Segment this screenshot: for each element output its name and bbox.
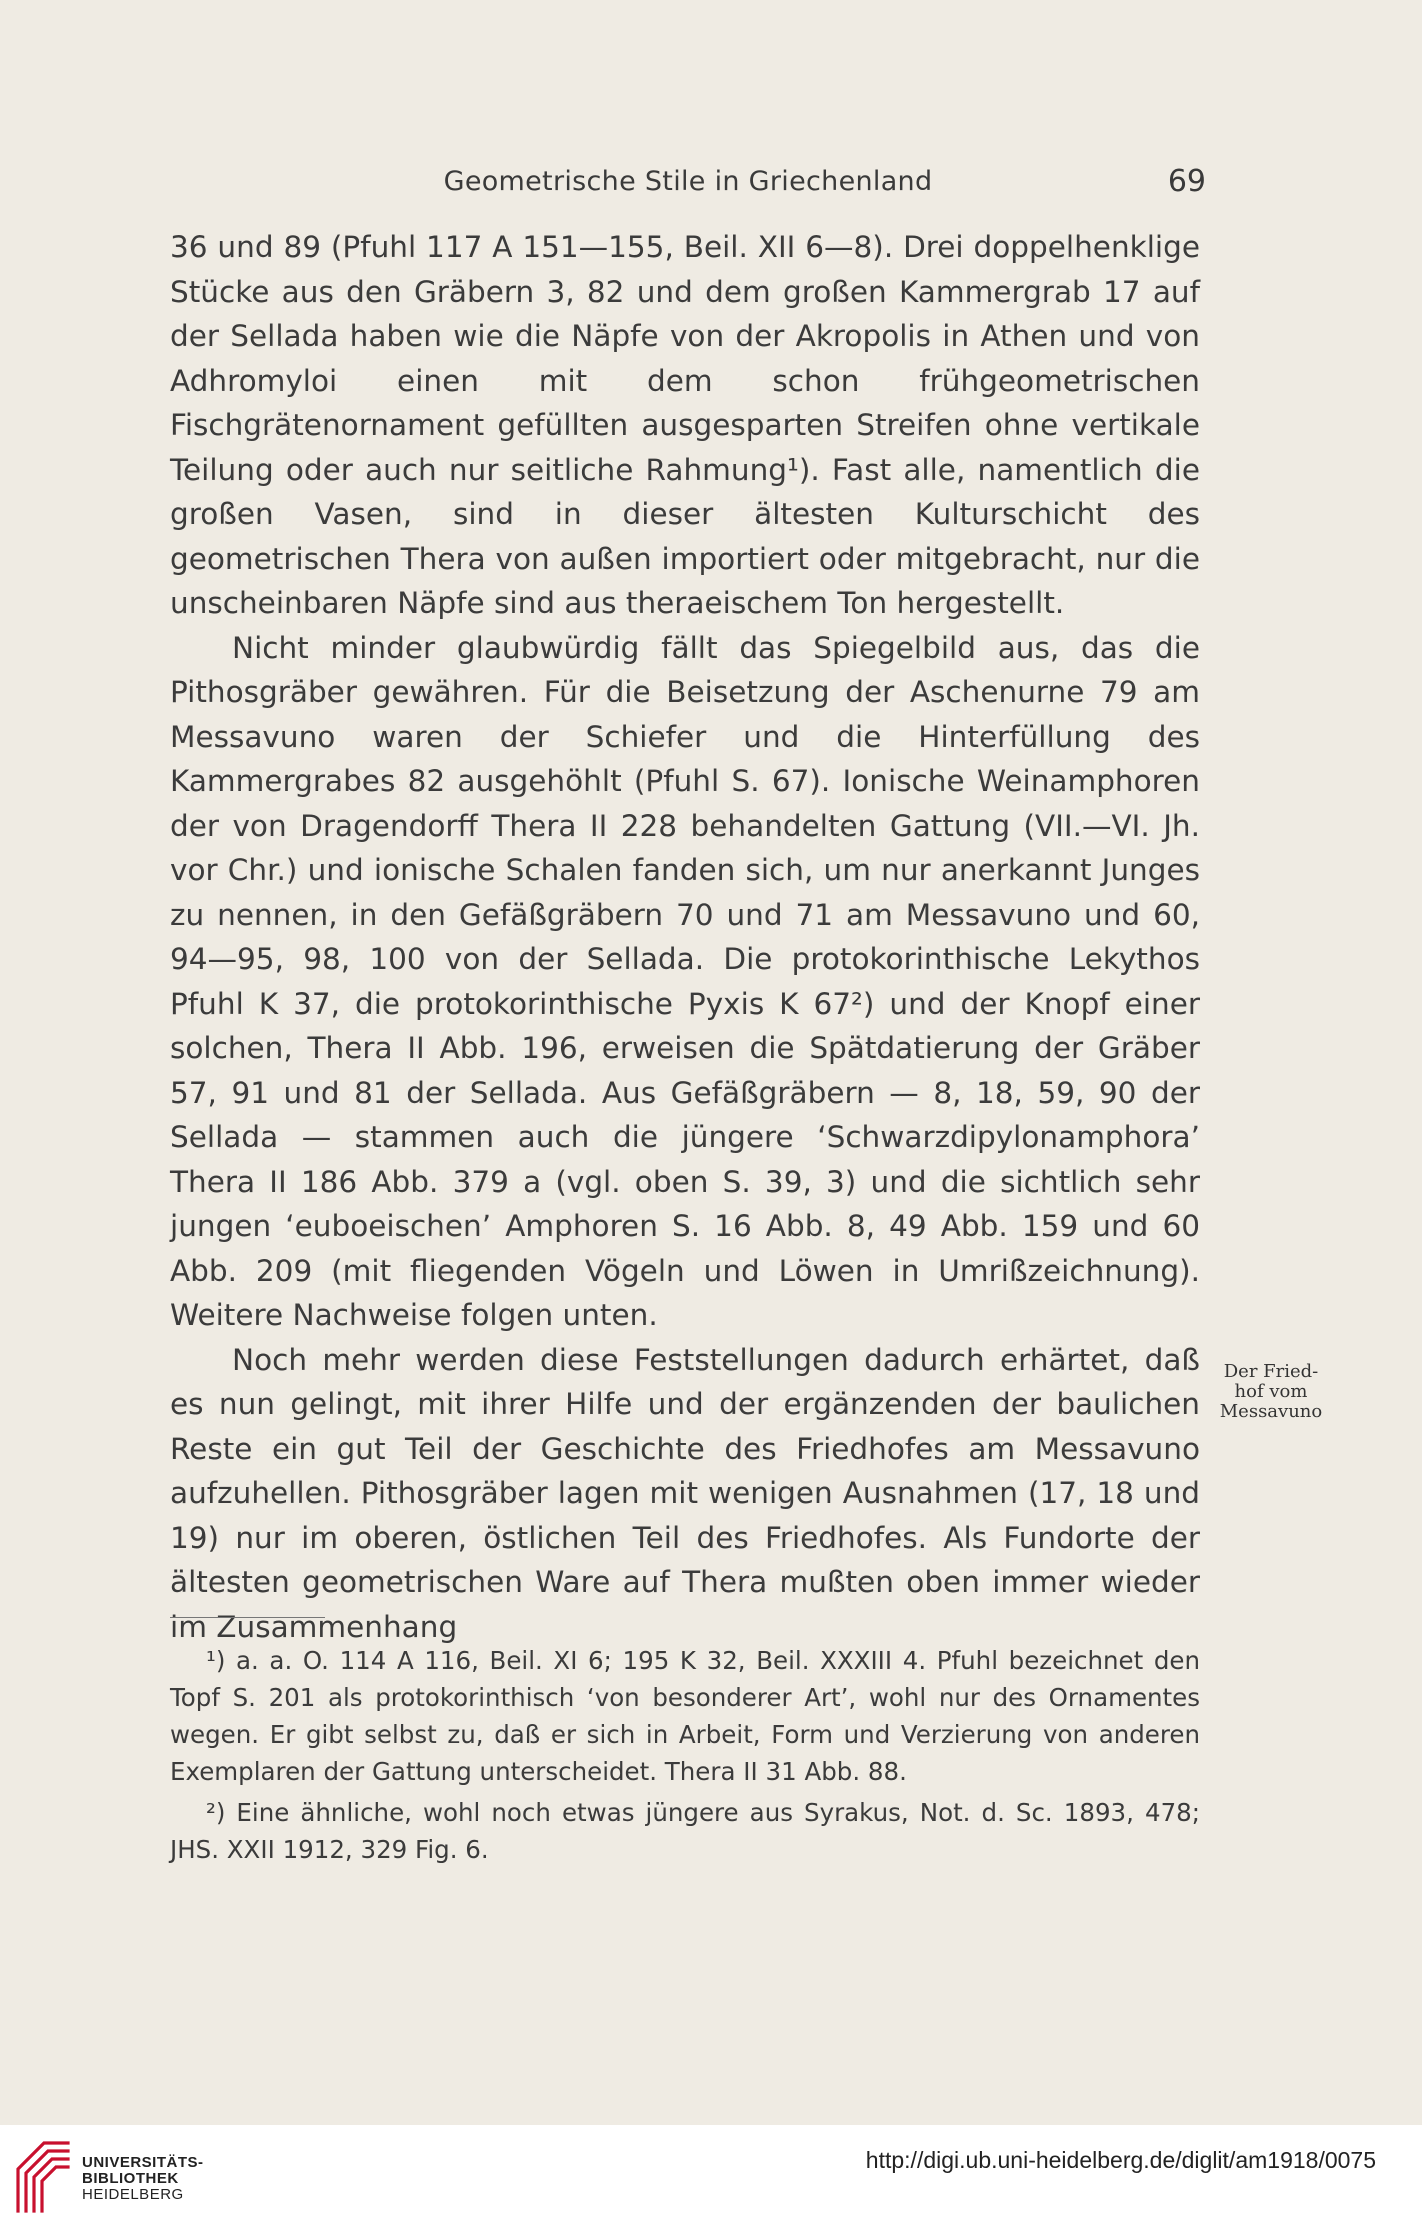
digitization-footer bbox=[0, 2125, 1422, 2228]
footnote-2: ²) Eine ähnliche, wohl noch etwas jüngere aus Syrakus, Not. d. Sc. 1893, 478; JHS. XXII 1912, 329 Fig. 6. bbox=[170, 1798, 1200, 1864]
paragraph-3: Noch mehr werden diese Feststellungen dadurch erhärtet, daß es nun gelingt, mit ihrer Hilfe und der ergänzenden der baulichen Reste ein gut Teil der Geschichte des Friedhofes am Messavuno aufzuhellen. Pithosgräber lagen mit wenigen Ausnahmen (17, 18 und 19) nur im oberen, östlichen Teil des Friedhofes. Als Fundorte der ältesten geometrischen Ware auf Thera mußten oben immer wieder im Zusammenhang bbox=[170, 1342, 1200, 1644]
margin-note: Der Fried- hof vom Messavuno bbox=[1219, 1361, 1323, 1422]
footnotes bbox=[170, 1642, 1200, 1872]
running-title: Geometrische Stile in Griechenland bbox=[443, 166, 933, 197]
footnote-divider bbox=[170, 1617, 325, 1618]
page-number: 69 bbox=[1167, 164, 1206, 199]
footnote-1: ¹) a. a. O. 114 A 116, Beil. XI 6; 195 K 32, Beil. XXXIII 4. Pfuhl bezeichnet den Topf S. 201 als protokorinthisch ‘von besonderer Art’, wohl nur des Ornamentes wegen. Er gibt selbst zu, daß er sich in Arbeit, Form und Verzierung von anderen Exemplaren der Gattung unterscheidet. Thera II 31 Abb. 88. bbox=[170, 1646, 1200, 1786]
body-text bbox=[170, 225, 1200, 1649]
library-name bbox=[82, 2155, 204, 2203]
library-name-line-3: HEIDELBERG bbox=[82, 2186, 184, 2203]
paragraph-2: Nicht minder glaubwürdig fällt das Spiegelbild aus, das die Pithosgräber gewähren. Für die Beisetzung der Aschenurne 79 am Messavuno waren der Schiefer und die Hinterfüllung des Kammergrabes 82 ausgehöhlt (Pfuhl S. 67). Ionische Weinamphoren der von Dragendorff Thera II 228 behandelten Gattung (VII.—VI. Jh. vor Chr.) und ionische Schalen fanden sich, um nur anerkannt Junges zu nennen, in den Gefäßgräbern 70 und 71 am Messavuno und 60, 94—95, 98, 100 von der Sellada. Die protokorinthische Lekythos Pfuhl K 37, die protokorinthische Pyxis K 67²) und der Knopf einer solchen, Thera II Abb. 196, erweisen die Spätdatierung der Gräber 57, 91 und 81 der Sellada. Aus Gefäßgräbern — 8, 18, 59, 90 der Sellada — stammen auch die jüngere ‘Schwarzdipylonamphora’ Thera II 186 Abb. 379 a (vgl. oben S. 39, 3) und die sichtlich sehr jungen ‘euboeischen’ Amphoren S. 16 Abb. 8, 49 Abb. 159 und 60 Abb. 209 (mit fliegenden Vögeln und Löwen in Umrißzeichnung). Weitere Nachweise folgen unten. bbox=[170, 630, 1200, 1332]
university-library-logo-icon bbox=[14, 2139, 72, 2214]
source-url-link[interactable]: http://digi.ub.uni-heidelberg.de/diglit/am1918/0075 bbox=[865, 2147, 1376, 2173]
running-header bbox=[170, 160, 1206, 204]
library-name-line-2: BIBLIOTHEK bbox=[82, 2170, 179, 2187]
library-name-line-1: UNIVERSITÄTS- bbox=[82, 2154, 204, 2171]
paragraph-1: 36 und 89 (Pfuhl 117 A 151—155, Beil. XII 6—8). Drei doppelhenklige Stücke aus den Gräbern 3, 82 und dem großen Kammergrab 17 auf der Sellada haben wie die Näpfe von der Akropolis in Athen und von Adhromyloi einen mit dem schon frühgeometrischen Fischgrätenornament gefüllten ausgesparten Streifen ohne vertikale Teilung oder auch nur seitliche Rahmung¹). Fast alle, namentlich die großen Vasen, sind in dieser ältesten Kulturschicht des geometrischen Thera von außen importiert oder mitgebracht, nur die unscheinbaren Näpfe sind aus theraeischem Ton hergestellt. bbox=[170, 230, 1200, 620]
